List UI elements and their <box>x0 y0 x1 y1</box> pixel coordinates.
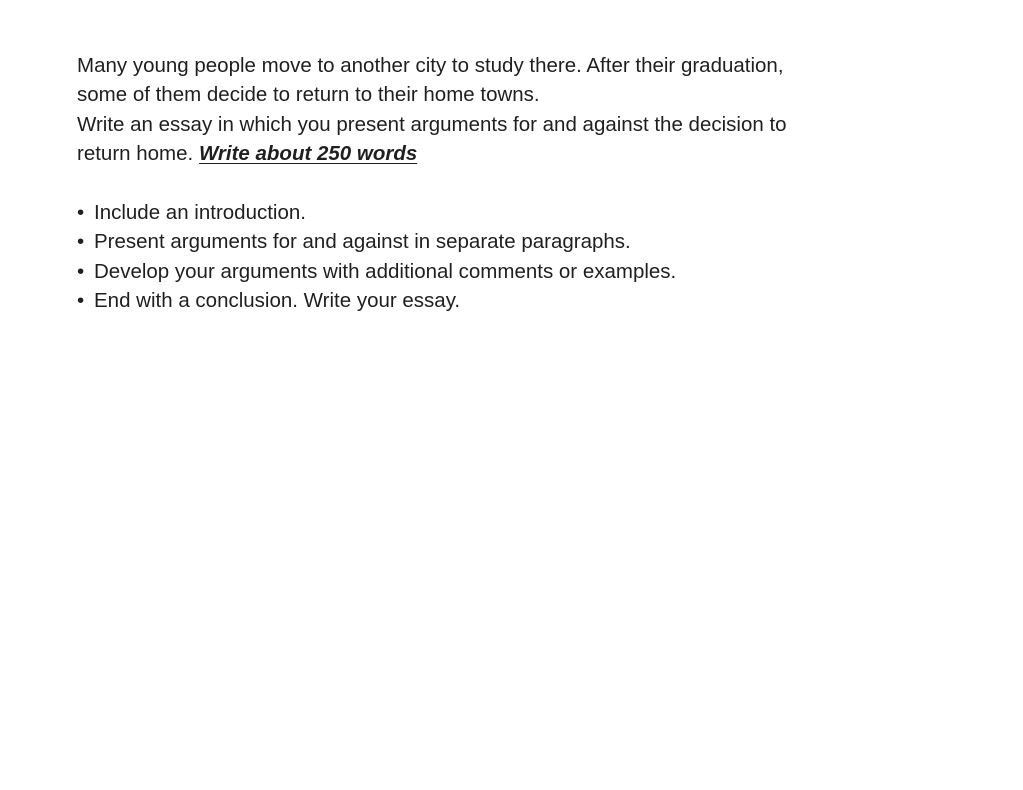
checklist-item-arguments <box>77 227 957 256</box>
bullet-icon: • <box>77 259 85 283</box>
prompt-line: some of them decide to return to their home towns. <box>77 83 540 107</box>
checklist-item-text: Present arguments for and against in separate paragraphs. <box>94 230 631 254</box>
prompt-line: Write an essay in which you present arguments for and against the decision to <box>77 112 787 136</box>
bullet-icon: • <box>77 289 85 313</box>
checklist-item-text: Include an introduction. <box>94 201 306 225</box>
paragraph-spacer <box>77 169 957 198</box>
checklist-item-conclusion <box>77 286 957 315</box>
prompt-line-text: return home. <box>77 142 194 166</box>
word-count-instruction: Write about 250 words <box>198 142 418 166</box>
bullet-icon: • <box>77 230 85 254</box>
checklist-item-text: Develop your arguments with additional comments or examples. <box>94 259 677 283</box>
task-prompt <box>77 51 957 169</box>
prompt-line: Many young people move to another city to study there. After their graduation, <box>77 54 784 77</box>
checklist-item-develop <box>77 257 957 286</box>
checklist-item-text: End with a conclusion. Write your essay. <box>94 289 461 313</box>
task-checklist <box>77 198 957 316</box>
checklist-item-introduction <box>77 198 957 227</box>
essay-task-document <box>77 51 957 316</box>
bullet-icon: • <box>77 201 85 225</box>
prompt-line-final <box>77 139 957 168</box>
